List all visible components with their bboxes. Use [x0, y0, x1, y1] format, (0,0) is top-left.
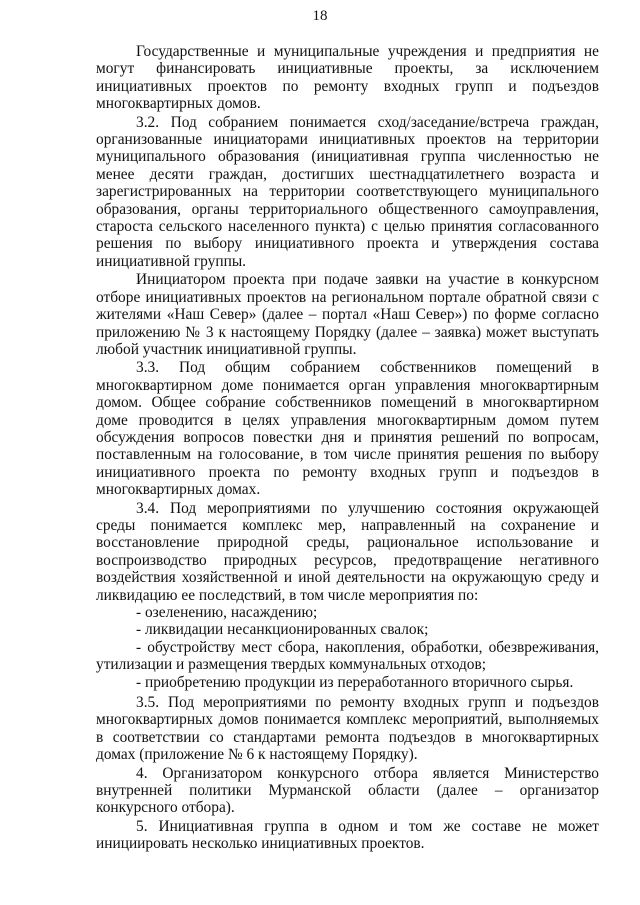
document-body [96, 43, 599, 854]
paragraph-4-organizer: 4. Организатором конкурсного отбора является Министерство внутренней политики Мурманской области (далее – организатор конкурсного отбора). [96, 764, 599, 817]
paragraph-5-initiative-group: 5. Инициативная группа в одном и том же составе не может инициировать несколько инициативных проектов. [96, 817, 599, 853]
list-item-landscaping: - озеленению, насаждению; [136, 604, 318, 621]
list-item-recycled-products: - приобретению продукции из переработанного вторичного сырья. [136, 673, 574, 691]
paragraph-3-2-meeting-definition: 3.2. Под собранием понимается сход/заседание/встреча граждан, организованные инициаторами инициативных проектов на территории муниципального образования (инициативная группа численностью не менее десяти граждан, достигших шестнадцатилетнего возраста и зарегистрированных на территории соответствующего муниципального образования, органы территориального общественного самоуправления, староста сельского населенного пункта) с целью принятия согласованного решения по выбору инициативного проекта и утверждения состава инициативной группы. [96, 113, 599, 270]
paragraph-3-4-environment-measures: 3.4. Под мероприятиями по улучшению состояния окружающей среды понимается комплекс мер, направленный на сохранение и восстановление природной среды, рациональное использование и воспроизводство природных ресурсов, предотвращение негативного воздействия хозяйственной и иной деятельности на окружающую среду и ликвидацию ее последствий, в том числе мероприятия по: [96, 499, 599, 604]
paragraph-3-5-entrance-repair: 3.5. Под мероприятиями по ремонту входных групп и подъездов многоквартирных домов понимается комплекс мероприятий, выполняемых в соответствии со стандартами ремонта подъездов в многоквартирных домах (приложение № 6 к настоящему Порядку). [96, 694, 599, 764]
list-item-waste-sites: - обустройству мест сбора, накопления, обработки, обезвреживания, утилизации и размещения твердых коммунальных отходов; [96, 638, 599, 674]
list-item-dump-liquidation: - ликвидации несанкционированных свалок; [136, 621, 429, 639]
page-number: 18 [312, 8, 328, 24]
paragraph-project-initiator: Инициатором проекта при подаче заявки на участие в конкурсном отборе инициативных проектов на региональном портале обратной связи с жителями «Наш Север» (далее – портал «Наш Север») по форме согласно приложению № 3 к настоящему Порядку (далее – заявка) может выступать любой участник инициативной группы. [96, 271, 599, 358]
paragraph-institutions-financing: Государственные и муниципальные учреждения и предприятия не могут финансировать инициативные проекты, за исключением инициативных проектов по ремонту входных групп и подъездов многоквартирных домов. [96, 43, 599, 113]
paragraph-3-3-owners-meeting: 3.3. Под общим собранием собственников помещений в многоквартирном доме понимается орган управления многоквартирным домом. Общее собрание собственников помещений в многоквартирном доме проводится в целях управления многоквартирным домом путем обсуждения вопросов повестки дня и принятия решений по вопросам, поставленным на голосование, в том числе принятия решения по выбору инициативного проекта по ремонту входных групп и подъездов в многоквартирных домах. [96, 359, 599, 499]
